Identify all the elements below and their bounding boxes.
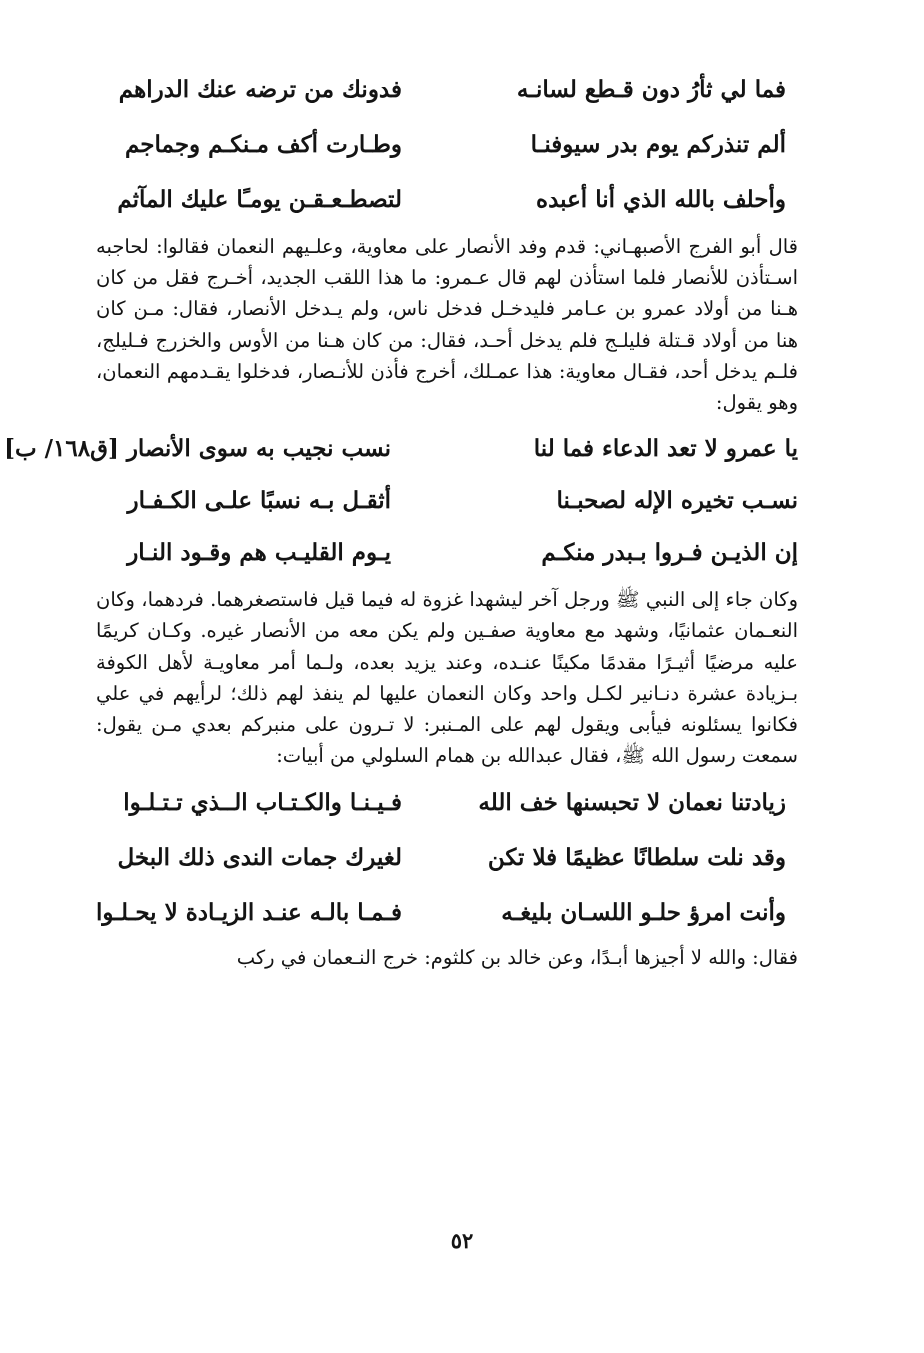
page-number: ٥٢ bbox=[450, 1228, 474, 1253]
poem-block-1 bbox=[96, 62, 798, 227]
verse-first-hemistich: نسـب تخيره الإله لصحبـنا bbox=[556, 486, 798, 514]
verse-first-hemistich: فما لي ثأرُ دون قـطع لسانـه bbox=[516, 76, 786, 103]
verse-first-hemistich: وأنت امرؤ حلـو اللسـان بليغـه bbox=[501, 899, 786, 927]
verse-second-hemistich: فـمـا بالـه عنـد الزيـادة لا يحـلـوا bbox=[95, 899, 402, 927]
poem-block-3 bbox=[96, 775, 798, 940]
prose-paragraph: وكان جاء إلى النبي ﷺ ورجل آخر ليشهدا غزوة له فيما قيل فاستصغرهما. فردهما، وكان النعـمان عثمانيًا، وشهد مع معاوية صفـين ولم يكن معه من الأنصار غيره. وكـان كريمًا عليه مرضيًا أثيـرًا مقدمًا مكينًا عنـده، وعند يزيد بعده، ولـما أمر معاويـة لأهل الكوفة بـزيادة عشرة دنـانير لكـل واحد وكان النعمان عليها لم ينفذ لهم ذلك؛ لرأيهم في علي فكانوا يسئلونه فيأبى ويقول لهم على المـنبر: لا تـرون على منبركم بعدي مـن يقول: سمعت رسول الله ﷺ، فقال عبدالله بن همام السلولي من أبيات: bbox=[96, 588, 798, 768]
verse-first-hemistich: إن الذيـن فـروا بـبدر منكـم bbox=[541, 538, 798, 566]
prose-paragraph: فقال: والله لا أجيزها أبـدًا، وعن خالد بن كلثوم: خرج النـعمان في ركب bbox=[236, 946, 798, 970]
verse-line bbox=[96, 885, 798, 940]
verse-line bbox=[4, 422, 798, 474]
verse-first-hemistich: زيادتنا نعمان لا تحبسنها خف الله bbox=[478, 789, 786, 817]
verse-second-hemistich: نسب نجيب به سوى الأنصار [ق١٦٨/ ب] bbox=[4, 434, 391, 462]
verse-line bbox=[96, 775, 798, 830]
page-body bbox=[4, 62, 798, 978]
verse-first-hemistich: يا عمرو لا تعد الدعاء فما لنا bbox=[533, 434, 798, 462]
verse-line bbox=[96, 117, 798, 172]
verse-second-hemistich: أثقـل بـه نسبًا علـى الكـفـار bbox=[127, 486, 391, 514]
verse-second-hemistich: لتصطـعـقـن يومـًا عليك المآثم bbox=[117, 186, 402, 213]
poem-block-2 bbox=[4, 422, 798, 578]
verse-line bbox=[96, 172, 798, 227]
prose-paragraph: قال أبو الفرج الأصبهـاني: قدم وفد الأنصار على معاوية، وعلـيهم النعمان فقالوا: لحاجبه اسـتأذن للأنصار فلما استأذن لهم قال عـمرو: ما هذا اللقب الجديد، أخـرج فقل من كان هـنا من أولاد عمرو بن عـامر فليدخـل فدخل ناس، ولم يـدخل الأنصار، فقال: مـن كان هنا من أولاد قـتلة فليلـج فلم يدخل أحـد، فقال: من كان هـنا من الأوس والخزرج فـليلج، فلـم يدخل أحد، فقـال معاوية: هذا عمـلك، أخرج فأذن للأنـصار، فدخلوا يقـدمهم النعمان، وهو يقول: bbox=[96, 235, 798, 415]
verse-second-hemistich: فدونك من ترضه عنك الدراهم bbox=[118, 76, 402, 103]
verse-line bbox=[96, 526, 798, 578]
verse-first-hemistich: وأحلف بالله الذي أنا أعبده bbox=[536, 186, 786, 213]
verse-line bbox=[96, 62, 798, 117]
verse-second-hemistich: وطـارت أكف مـنكـم وجماجم bbox=[125, 131, 402, 158]
verse-first-hemistich: ألم تنذركم يوم بدر سيوفنـا bbox=[530, 131, 786, 158]
verse-second-hemistich: فـيـنـا والكـتـاب الــذي تـتـلـوا bbox=[123, 789, 402, 817]
verse-second-hemistich: يـوم القليـب هم وقـود النـار bbox=[127, 538, 391, 566]
verse-first-hemistich: وقد نلت سلطانًا عظيمًا فلا تكن bbox=[487, 844, 786, 872]
verse-line bbox=[96, 830, 798, 885]
verse-line bbox=[96, 474, 798, 526]
verse-second-hemistich: لغيرك جمات الندى ذلك البخل bbox=[117, 844, 402, 872]
